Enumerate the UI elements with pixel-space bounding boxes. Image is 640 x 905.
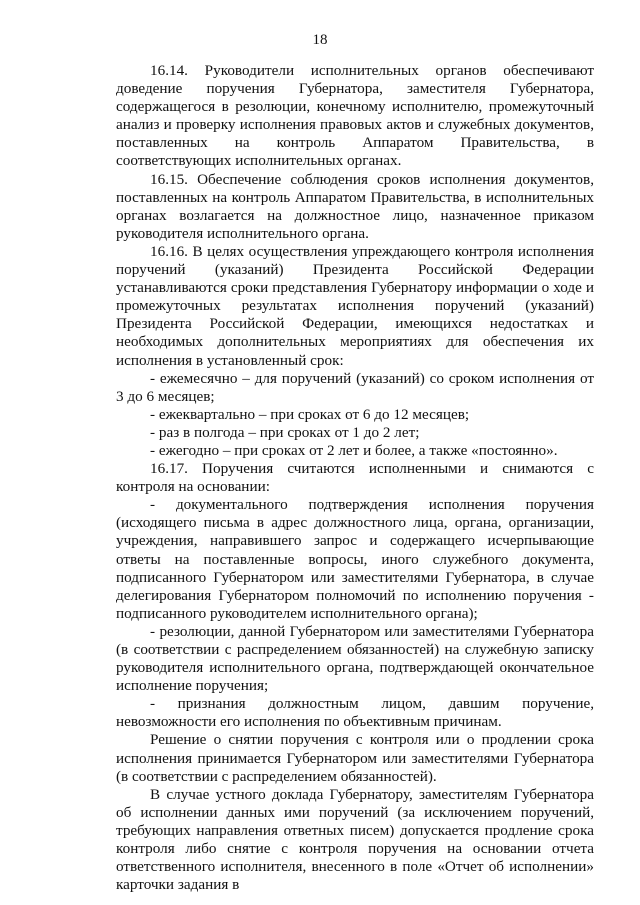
list-item-yearly: - ежегодно – при сроках от 2 лет и более, а также «постоянно». bbox=[150, 441, 558, 459]
list-item-documentary-confirmation: - документального подтверждения исполнения поручения (исходящего письма в адрес должностного лица, органа, организации, учреждения, направившего запрос и содержащего исчерпывающие ответы на поставленные вопросы, иного служебного документа, подписанного Губернатором или заместителями Губернатора, в случае делегирования Губернатором полномочий по исполнению поручения - подписанного руководителем исполнительного органа); bbox=[116, 496, 594, 622]
list-item-monthly: - ежемесячно – для поручений (указаний) со сроком исполнения от 3 до 6 месяцев; bbox=[116, 369, 594, 405]
paragraph-16-17: 16.17. Поручения считаются исполненными и снимаются с контроля на основании: bbox=[116, 460, 594, 496]
paragraph-16-15: 16.15. Обеспечение соблюдения сроков исполнения документов, поставленных на контроль Аппаратом Правительства, в исполнительных органах возлагается на должностное лицо, назначенное приказом руководителя исполнительного органа. bbox=[116, 170, 594, 242]
list-item-quarterly: - ежеквартально – при сроках от 6 до 12 месяцев; bbox=[150, 405, 470, 423]
page-number: 18 bbox=[312, 32, 328, 48]
list-item-impossibility: - признания должностным лицом, давшим поручение, невозможности его исполнения по объективным причинам. bbox=[116, 695, 594, 731]
list-item-half-year: - раз в полгода – при сроках от 1 до 2 лет; bbox=[150, 423, 420, 441]
paragraph-decision: Решение о снятии поручения с контроля или о продлении срока исполнения принимается Губернатором или заместителями Губернатора (в соответствии с распределением обязанностей). bbox=[116, 731, 594, 785]
document-body bbox=[116, 62, 594, 894]
list-item-resolution: - резолюции, данной Губернатором или заместителями Губернатора (в соответствии с распределением обязанностей) на служебную записку руководителя исполнительного органа, подтверждающей окончательное исполнение поручения; bbox=[116, 622, 594, 695]
paragraph-16-14: 16.14. Руководители исполнительных органов обеспечивают доведение поручения Губернатора, заместителя Губернатора, содержащегося в резолюции, конечному исполнителю, промежуточный анализ и проверку исполнения правовых актов и служебных документов, поставленных на контроль Аппаратом Правительства, в соответствующих исполнительных органах. bbox=[116, 62, 594, 170]
paragraph-16-16: 16.16. В целях осуществления упреждающего контроля исполнения поручений (указаний) Президента Российской Федерации устанавливаются сроки представления Губернатору информации о ходе и промежуточных результатах исполнения поручений (указаний) Президента Российской Федерации, имеющихся недостатках и необходимых дополнительных мероприятиях для обеспечения их исполнения в установленный срок: bbox=[116, 242, 594, 369]
paragraph-oral-report: В случае устного доклада Губернатору, заместителям Губернатора об исполнении данных ими поручений (за исключением поручений, требующих направления ответных писем) допускается продление срока контроля либо снятие с контроля поручения на основании отчета ответственного исполнителя, внесенного в поле «Отчет об исполнении» карточки задания в bbox=[116, 785, 594, 894]
